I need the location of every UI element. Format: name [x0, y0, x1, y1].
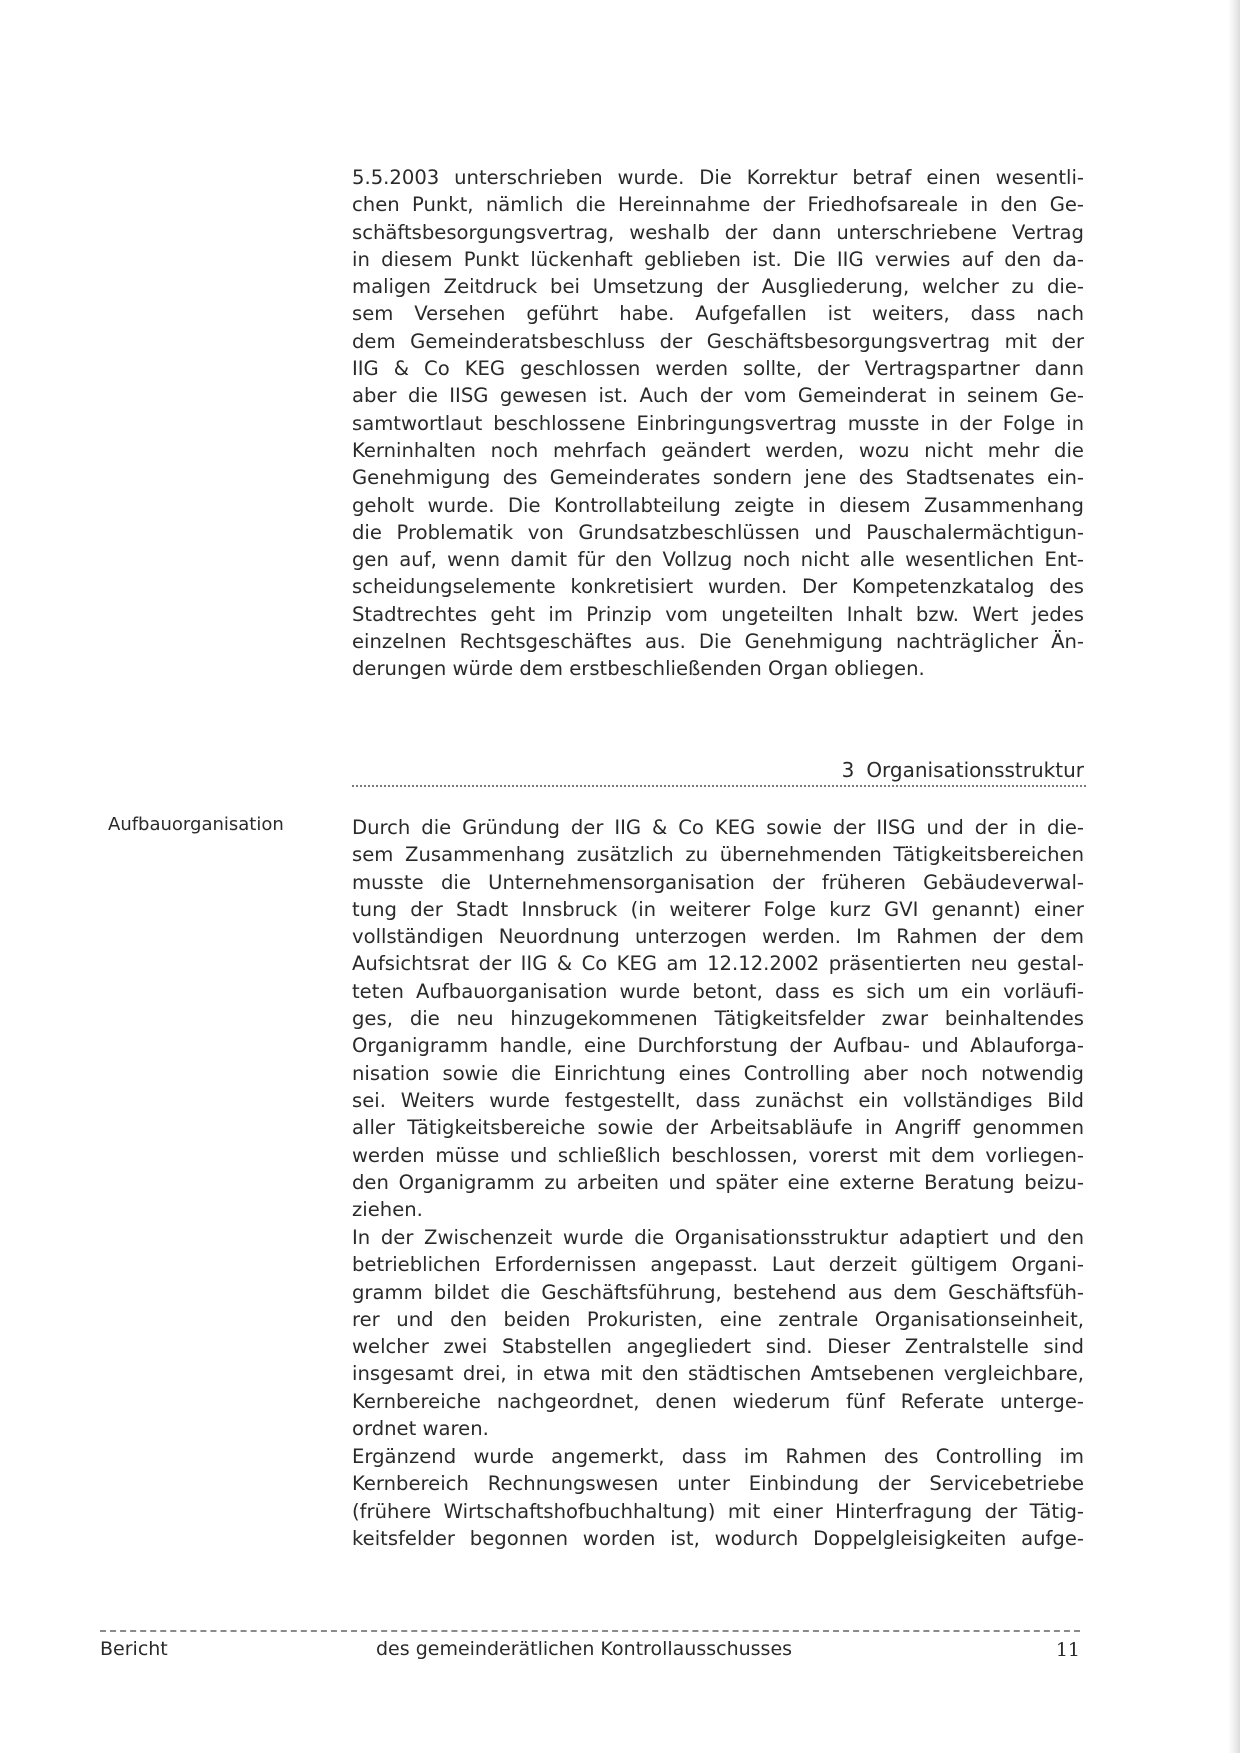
text-line: sem Versehen geführt habe. Aufgefallen ist weiters, dass nach [352, 302, 1084, 326]
text-line: musste die Unternehmensorganisation der früheren Gebäudeverwal- [352, 870, 1084, 894]
text-line: in diesem Punkt lückenhaft geblieben ist. Die IIG verwies auf den da- [352, 247, 1084, 271]
text-line: die Problematik von Grundsatzbeschlüssen und Pauschalermächtigun- [352, 520, 1084, 544]
text-line: derungen würde dem erstbeschließenden Organ obliegen. [352, 657, 925, 681]
text-line: werden müsse und schließlich beschlossen, vorerst mit dem vorliegen- [352, 1143, 1084, 1167]
paragraph-controlling [352, 1443, 1084, 1552]
text-line: teten Aufbauorganisation wurde betont, dass es sich um ein vorläufi- [352, 979, 1084, 1003]
text-line: nisation sowie die Einrichtung eines Controlling aber noch notwendig [352, 1061, 1084, 1085]
text-line: IIG & Co KEG geschlossen werden sollte, der Vertragspartner dann [352, 357, 1084, 381]
text-line: sei. Weiters wurde festgestellt, dass zunächst ein vollständiges Bild [352, 1088, 1084, 1112]
text-line: keitsfelder begonnen worden ist, wodurch Doppelgleisigkeiten aufge- [352, 1526, 1084, 1550]
text-line: samtwortlaut beschlossene Einbringungsvertrag musste in der Folge in [352, 411, 1084, 435]
text-line: Kernbereich Rechnungswesen unter Einbindung der Servicebetriebe [352, 1472, 1084, 1496]
text-line: scheidungselemente konkretisiert wurden. Der Kompetenzkatalog des [352, 575, 1084, 599]
text-line: Kernbereiche nachgeordnet, denen wiederum fünf Referate unterge- [352, 1389, 1084, 1413]
text-line: insgesamt drei, in etwa mit den städtischen Amtsebenen vergleichbare, [352, 1362, 1084, 1386]
text-line: chen Punkt, nämlich die Hereinnahme der Friedhofsareale in den Ge- [352, 193, 1084, 217]
paragraph-continued [352, 164, 1084, 683]
section-title: Organisationsstruktur [866, 758, 1084, 782]
text-line: den Organigramm zu arbeiten und später eine externe Beratung beizu- [352, 1170, 1084, 1194]
text-line: vollständigen Neuordnung unterzogen werden. Im Rahmen der dem [352, 925, 1084, 949]
paragraph-aufbauorganisation [352, 814, 1084, 1223]
text-line: Ergänzend wurde angemerkt, dass im Rahmen des Controlling im [352, 1445, 1084, 1468]
paragraph-organigramm [352, 1224, 1084, 1442]
text-line: Genehmigung des Gemeinderates sondern jene des Stadtsenates ein- [352, 466, 1084, 490]
scan-edge-shadow [1228, 0, 1240, 1753]
section-number: 3 [841, 758, 855, 782]
footer-report-label: Bericht [100, 1638, 168, 1660]
margin-note: Aufbauorganisation [108, 814, 284, 835]
text-line: (frühere Wirtschaftshofbuchhaltung) mit einer Hinterfragung der Tätig- [352, 1499, 1084, 1523]
text-line: Durch die Gründung der IIG & Co KEG sowie der IISG und der in die- [352, 816, 1084, 839]
text-line: welcher zwei Stabstellen angegliedert sind. Dieser Zentralstelle sind [352, 1335, 1084, 1359]
text-line: Aufsichtsrat der IIG & Co KEG am 12.12.2002 präsentierten neu gestal- [352, 952, 1084, 976]
text-line: sem Zusammenhang zusätzlich zu übernehmenden Tätigkeitsbereichen [352, 843, 1084, 867]
text-line: rer und den beiden Prokuristen, eine zentrale Organisationseinheit, [352, 1307, 1084, 1331]
text-line: Kerninhalten noch mehrfach geändert werden, wozu nicht mehr die [352, 438, 1084, 462]
text-line: betrieblichen Erfordernissen angepasst. Laut derzeit gültigem Organi- [352, 1253, 1084, 1277]
text-line: tung der Stadt Innsbruck (in weiterer Folge kurz GVI genannt) einer [352, 897, 1084, 921]
text-line: gramm bildet die Geschäftsführung, bestehend aus dem Geschäftsfüh- [352, 1280, 1084, 1304]
text-line: In der Zwischenzeit wurde die Organisationsstruktur adaptiert und den [352, 1226, 1084, 1249]
text-line: schäftsbesorgungsvertrag, weshalb der dann unterschriebene Vertrag [352, 220, 1084, 244]
footer-committee-label: des gemeinderätlichen Kontrollausschusses [376, 1638, 793, 1660]
text-line: einzelnen Rechtsgeschäftes aus. Die Genehmigung nachträglicher Än- [352, 630, 1084, 654]
text-line: 5.5.2003 unterschrieben wurde. Die Korrektur betraf einen wesentli- [352, 166, 1084, 189]
text-line: ordnet waren. [352, 1417, 489, 1441]
text-line: ges, die neu hinzugekommenen Tätigkeitsfelder zwar beinhaltendes [352, 1007, 1084, 1031]
footer-divider [100, 1630, 1080, 1632]
page-number: 11 [1055, 1639, 1080, 1661]
section-divider [352, 785, 1086, 787]
text-line: aber die IISG gewesen ist. Auch der vom Gemeinderat in seinem Ge- [352, 384, 1084, 408]
text-line: geholt wurde. Die Kontrollabteilung zeigte in diesem Zusammenhang [352, 493, 1084, 517]
text-line: Stadtrechtes geht im Prinzip vom ungeteilten Inhalt bzw. Wert jedes [352, 602, 1084, 626]
section-heading [352, 756, 1084, 784]
text-line: maligen Zeitdruck bei Umsetzung der Ausgliederung, welcher zu die- [352, 275, 1084, 299]
text-line: ziehen. [352, 1198, 423, 1222]
text-line: dem Gemeinderatsbeschluss der Geschäftsbesorgungsvertrag mit der [352, 329, 1084, 353]
text-line: aller Tätigkeitsbereiche sowie der Arbeitsabläufe in Angriff genommen [352, 1116, 1084, 1140]
text-line: gen auf, wenn damit für den Vollzug noch nicht alle wesentlichen Ent- [352, 548, 1084, 572]
text-line: Organigramm handle, eine Durchforstung der Aufbau- und Ablauforga- [352, 1034, 1084, 1058]
